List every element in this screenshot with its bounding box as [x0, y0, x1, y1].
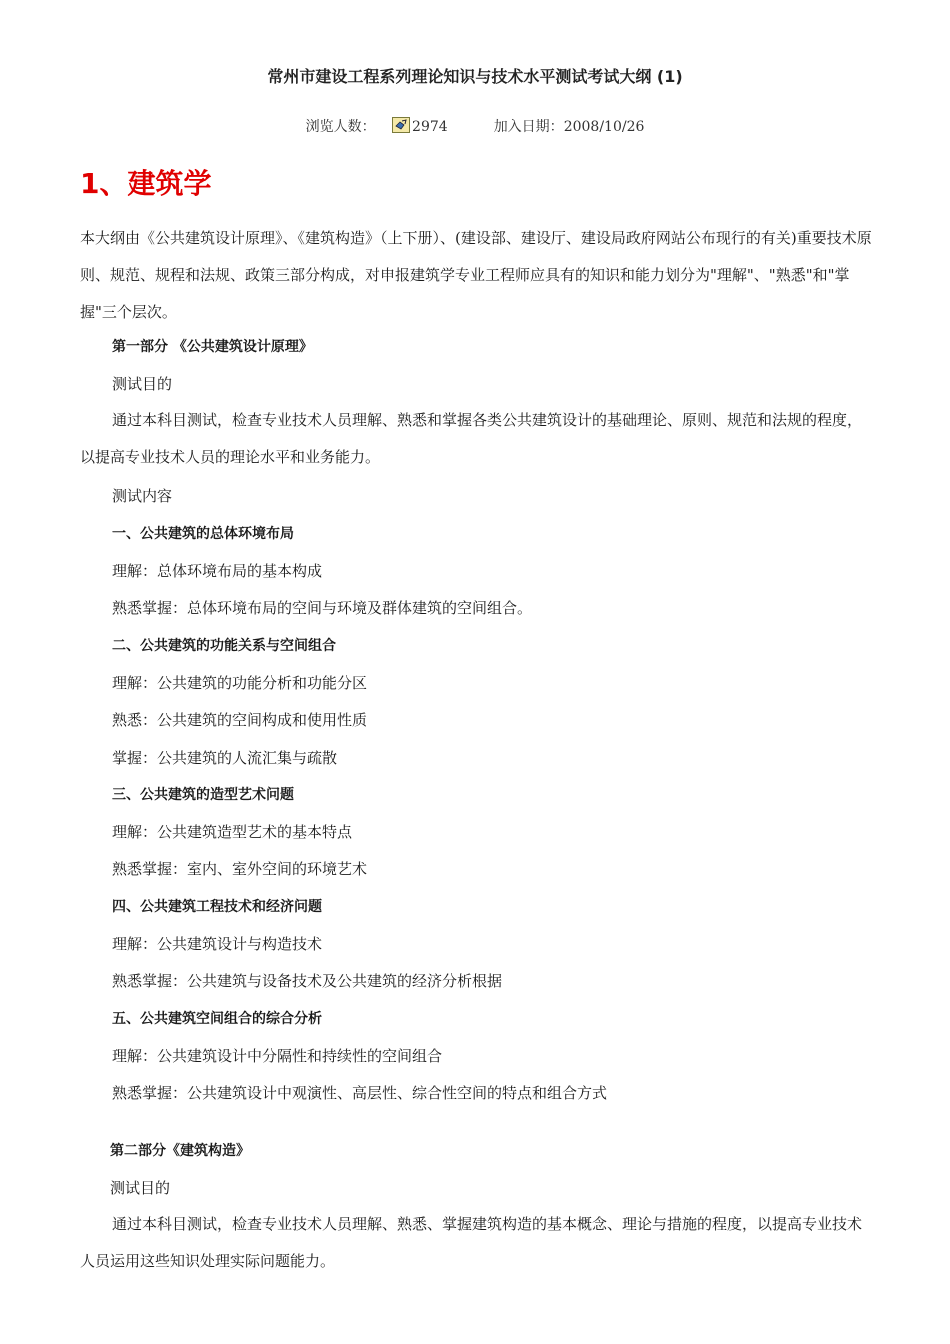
section-item: 熟悉掌握：总体环境布局的空间与环境及群体建筑的空间组合。 [112, 599, 533, 617]
views-count: 2974 [412, 119, 448, 135]
part2-purpose-text: 通过本科目测试，检查专业技术人员理解、熟悉、掌握建筑构造的基本概念、理论与措施的程度，以提高专业技术人员运用这些知识处理实际问题能力。 [80, 1215, 863, 1270]
date-value: 2008/10/26 [563, 119, 645, 135]
section-item: 理解：公共建筑的功能分析和功能分区 [112, 674, 368, 692]
section-title: 三、公共建筑的造型艺术问题 [112, 787, 294, 803]
intro-paragraph [80, 220, 872, 331]
document-meta [0, 116, 950, 136]
section-item: 熟悉掌握：公共建筑设计中观演性、高层性、综合性空间的特点和组合方式 [112, 1084, 608, 1102]
part1-purpose-text: 通过本科目测试，检查专业技术人员理解、熟悉和掌握各类公共建筑设计的基础理论、原则、规范和法规的程度，以提高专业技术人员的理论水平和业务能力。 [80, 411, 863, 466]
view-count-icon [392, 117, 410, 133]
document-title: 常州市建设工程系列理论知识与技术水平测试考试大纲 (1) [267, 67, 683, 86]
date-label: 加入日期： [493, 119, 564, 135]
section-item: 熟悉掌握：室内、室外空间的环境艺术 [112, 860, 368, 878]
section-item: 掌握：公共建筑的人流汇集与疏散 [112, 749, 338, 767]
part1-content-label: 测试内容 [112, 487, 173, 505]
section-title: 五、公共建筑空间组合的综合分析 [112, 1011, 322, 1027]
section-item: 理解：总体环境布局的基本构成 [112, 562, 323, 580]
section-title: 一、公共建筑的总体环境布局 [112, 526, 294, 542]
section-item: 熟悉掌握：公共建筑与设备技术及公共建筑的经济分析根据 [112, 972, 503, 990]
part1-title: 第一部分 《公共建筑设计原理》 [112, 339, 313, 355]
part1-purpose-label: 测试目的 [112, 375, 173, 393]
section-item: 理解：公共建筑设计中分隔性和持续性的空间组合 [112, 1047, 443, 1065]
section-title: 四、公共建筑工程技术和经济问题 [112, 899, 322, 915]
section-item: 理解：公共建筑造型艺术的基本特点 [112, 823, 353, 841]
section-title: 二、公共建筑的功能关系与空间组合 [112, 638, 336, 654]
part2-purpose-label: 测试目的 [110, 1179, 171, 1197]
section-heading: 1、建筑学 [80, 167, 212, 200]
intro-text: 本大纲由《公共建筑设计原理》、《建筑构造》（上下册）、(建设部、建设厅、建设局政府网站公布现行的有关)重要技术原则、规范、规程和法规、政策三部分构成，对申报建筑学专业工程师应具有的知识和能力划分为"理解"、"熟悉"和"掌握"三个层次。 [80, 229, 872, 321]
views-label: 浏览人数： [305, 119, 376, 135]
part2-title: 第二部分《建筑构造》 [110, 1143, 250, 1159]
section-item: 熟悉：公共建筑的空间构成和使用性质 [112, 711, 368, 729]
section-item: 理解：公共建筑设计与构造技术 [112, 935, 323, 953]
